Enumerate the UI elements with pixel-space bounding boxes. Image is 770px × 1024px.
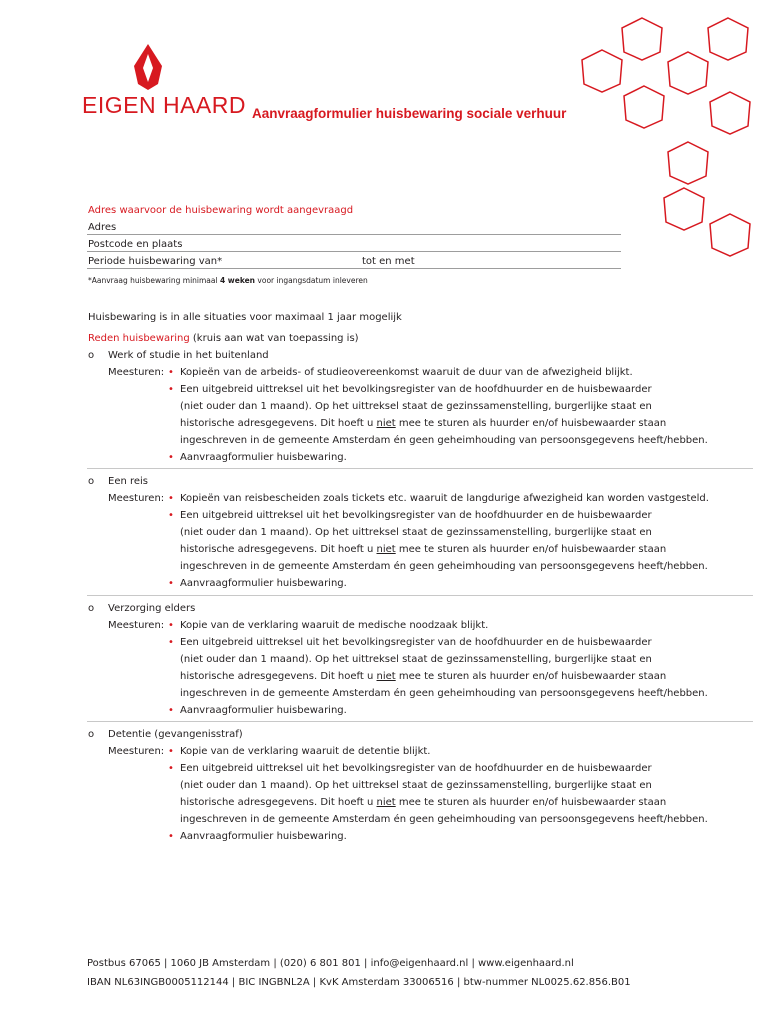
- decorative-shield-pattern: [560, 0, 770, 260]
- checkbox-circle[interactable]: o: [88, 476, 95, 487]
- period-to-label: tot en met: [362, 256, 415, 267]
- address-field[interactable]: [87, 234, 621, 235]
- checkbox-circle[interactable]: o: [88, 729, 95, 740]
- divider: [87, 595, 753, 596]
- shield-shape: [624, 86, 664, 128]
- option-label: Verzorging elders: [108, 603, 196, 614]
- option-section: [88, 726, 738, 845]
- send-label: Meesturen:: [108, 493, 165, 504]
- shield-shape: [582, 50, 622, 92]
- shield-shape: [668, 142, 708, 184]
- shield-shape: [622, 18, 662, 60]
- list-item: • Kopieën van reisbescheiden zoals tickets etc. waaruit de langdurige afwezigheid kan worden vastgesteld.: [168, 493, 709, 504]
- address-heading: Adres waarvoor de huisbewaring wordt aangevraagd: [88, 205, 354, 216]
- list-item: • Een uitgebreid uittreksel uit het bevolkingsregister van de hoofdhuurder en de huisbewaarder (niet ouder dan 1 maand). Op het uittreksel staat de gezinssamenstelling, burgerlijke staat en historische adresgegevens. Dit hoeft u niet mee te sturen als huurder en/of huisbewaarder staan ingeschreven in de gemeente Amsterdam én geen geheimhouding van persoonsgegevens heeft/hebben.: [168, 763, 708, 825]
- shield-shape: [710, 214, 750, 256]
- period-note: *Aanvraag huisbewaring minimaal 4 weken voor ingangsdatum inleveren: [88, 276, 368, 285]
- checkbox-circle[interactable]: o: [88, 350, 95, 361]
- option-section: [88, 473, 738, 592]
- send-label: Meesturen:: [108, 620, 165, 631]
- send-label: Meesturen:: [108, 746, 165, 757]
- footer-registration: IBAN NL63INGB0005112144 | BIC INGBNL2A | KvK Amsterdam 33006516 | btw-nummer NL0025.62.856.B01: [87, 977, 631, 988]
- send-label: Meesturen:: [108, 367, 165, 378]
- shield-shape: [664, 188, 704, 230]
- option-label: Een reis: [108, 476, 149, 487]
- option-section: [88, 600, 738, 719]
- postcode-label: Postcode en plaats: [88, 239, 183, 250]
- list-item: • Een uitgebreid uittreksel uit het bevolkingsregister van de hoofdhuurder en de huisbewaarder (niet ouder dan 1 maand). Op het uittreksel staat de gezinssamenstelling, burgerlijke staat en historische adresgegevens. Dit hoeft u niet mee te sturen als huurder en/of huisbewaarder staan ingeschreven in de gemeente Amsterdam én geen geheimhouding van persoonsgegevens heeft/hebben.: [168, 637, 708, 699]
- intro-text: Huisbewaring is in alle situaties voor maximaal 1 jaar mogelijk: [88, 312, 402, 323]
- divider: [87, 721, 753, 722]
- postcode-field[interactable]: [87, 251, 621, 252]
- list-item: • Aanvraagformulier huisbewaring.: [168, 831, 347, 842]
- shield-shape: [708, 18, 748, 60]
- list-item: • Kopieën van de arbeids- of studieovereenkomst waaruit de duur van de afwezigheid blijkt.: [168, 367, 633, 378]
- checkbox-circle[interactable]: o: [88, 603, 95, 614]
- shield-shape: [710, 92, 750, 134]
- reason-heading: Reden huisbewaring (kruis aan wat van toepassing is): [88, 333, 359, 344]
- logo-icon: [133, 44, 163, 90]
- shield-shape: [668, 52, 708, 94]
- page-title: Aanvraagformulier huisbewaring sociale verhuur: [252, 106, 567, 121]
- list-item: • Aanvraagformulier huisbewaring.: [168, 705, 347, 716]
- option-label: Werk of studie in het buitenland: [108, 350, 269, 361]
- option-label: Detentie (gevangenisstraf): [108, 729, 243, 740]
- option-section: [88, 347, 738, 466]
- list-item: • Aanvraagformulier huisbewaring.: [168, 452, 347, 463]
- list-item: • Een uitgebreid uittreksel uit het bevolkingsregister van de hoofdhuurder en de huisbewaarder (niet ouder dan 1 maand). Op het uittreksel staat de gezinssamenstelling, burgerlijke staat en historische adresgegevens. Dit hoeft u niet mee te sturen als huurder en/of huisbewaarder staan ingeschreven in de gemeente Amsterdam én geen geheimhouding van persoonsgegevens heeft/hebben.: [168, 384, 708, 446]
- list-item: • Kopie van de verklaring waaruit de medische noodzaak blijkt.: [168, 620, 489, 631]
- period-from-label: Periode huisbewaring van*: [88, 256, 223, 267]
- footer-contact: Postbus 67065 | 1060 JB Amsterdam | (020) 6 801 801 | info@eigenhaard.nl | www.eigenhaard.nl: [87, 958, 574, 969]
- divider: [87, 468, 753, 469]
- address-label: Adres: [88, 222, 117, 233]
- logo-text: EIGEN HAARD: [82, 92, 246, 118]
- list-item: • Aanvraagformulier huisbewaring.: [168, 578, 347, 589]
- list-item: • Een uitgebreid uittreksel uit het bevolkingsregister van de hoofdhuurder en de huisbewaarder (niet ouder dan 1 maand). Op het uittreksel staat de gezinssamenstelling, burgerlijke staat en historische adresgegevens. Dit hoeft u niet mee te sturen als huurder en/of huisbewaarder staan ingeschreven in de gemeente Amsterdam én geen geheimhouding van persoonsgegevens heeft/hebben.: [168, 510, 708, 572]
- period-field[interactable]: [87, 268, 621, 269]
- list-item: • Kopie van de verklaring waaruit de detentie blijkt.: [168, 746, 431, 757]
